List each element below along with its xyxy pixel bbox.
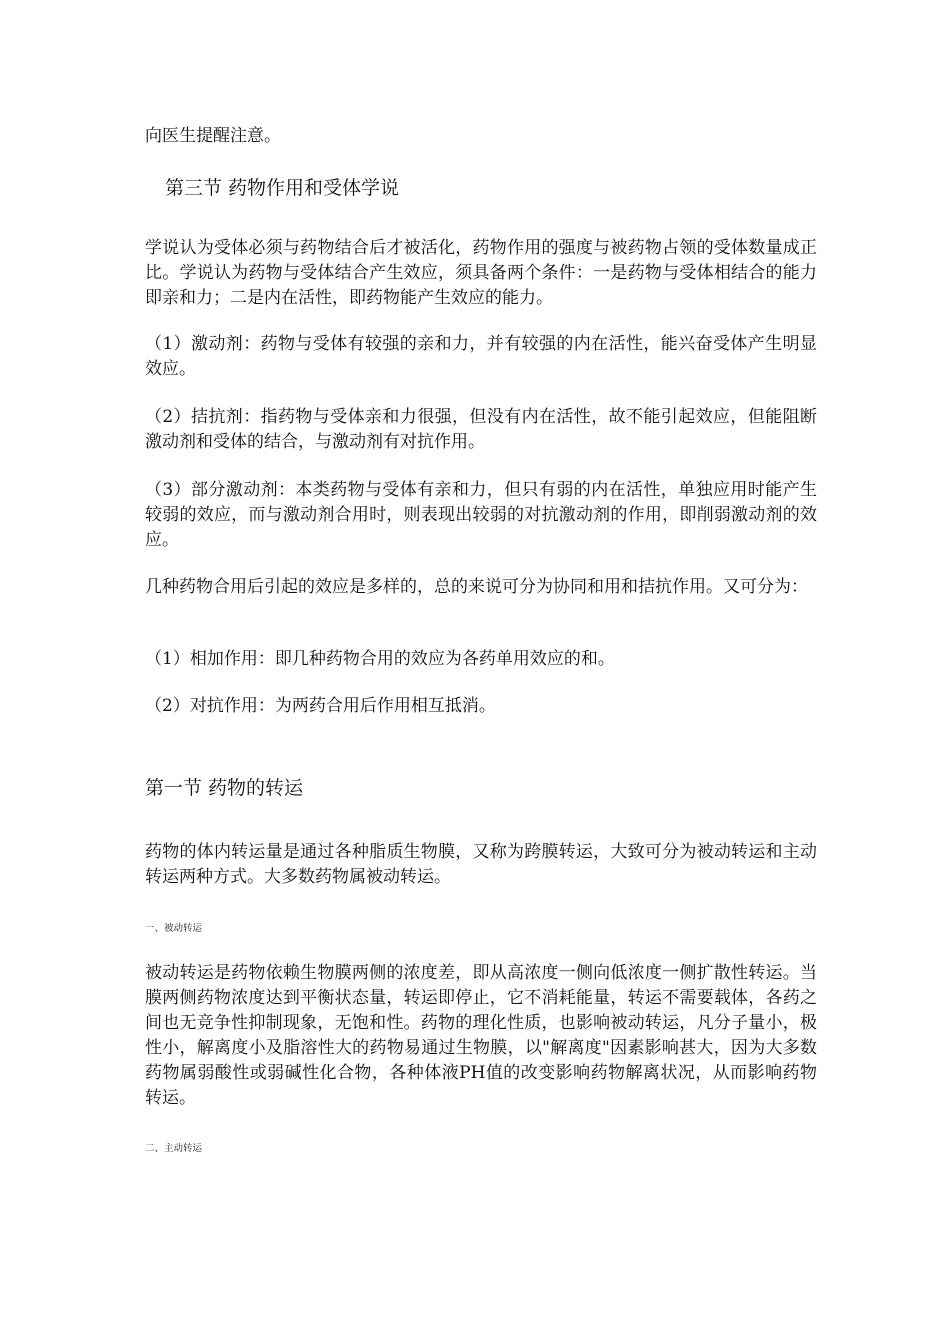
receptor-theory-paragraph: 学说认为受体必须与药物结合后才被活化，药物作用的强度与被药物占领的受体数量成正比。学说认为药物与受体结合产生效应，须具备两个条件：一是药物与受体相结合的能力即亲和力；二是内在活性，即药物能产生效应的能力。 — [145, 238, 817, 308]
section-3-title: 第三节 药物作用和受体学说 — [165, 177, 400, 199]
additive-effect-paragraph: （1）相加作用：即几种药物合用的效应为各药单用效应的和。 — [145, 649, 615, 669]
combination-intro-paragraph: 几种药物合用后引起的效应是多样的，总的来说可分为协同和用和拮抗作用。又可分为： — [145, 577, 808, 597]
antagonist-paragraph: （2）拮抗剂：指药物与受体亲和力很强，但没有内在活性，故不能引起效应，但能阻断激动剂和受体的结合，与激动剂有对抗作用。 — [145, 407, 817, 452]
passive-transport-heading: 一、被动转运 — [145, 923, 203, 934]
transport-intro-paragraph: 药物的体内转运量是通过各种脂质生物膜，又称为跨膜转运，大致可分为被动转运和主动转运两种方式。大多数药物属被动转运。 — [145, 842, 817, 887]
agonist-paragraph: （1）激动剂：药物与受体有较强的亲和力，并有较强的内在活性，能兴奋受体产生明显效应。 — [145, 334, 817, 379]
passive-transport-paragraph: 被动转运是药物依赖生物膜两侧的浓度差，即从高浓度一侧向低浓度一侧扩散性转运。当膜两侧药物浓度达到平衡状态量，转运即停止，它不消耗能量，转运不需要载体，各药之间也无竞争性抑制现象，无饱和性。药物的理化性质，也影响被动转运，凡分子量小，极性小，解离度小及脂溶性大的药物易通过生物膜，以"解离度"因素影响甚大，因为大多数药物属弱酸性或弱碱性化合物，各种体液PH值的改变影响药物解离状况，从而影响药物转运。 — [145, 963, 817, 1108]
antagonism-paragraph: （2）对抗作用：为两药合用后作用相互抵消。 — [145, 696, 496, 716]
opening-line: 向医生提醒注意。 — [145, 126, 281, 146]
partial-agonist-paragraph: （3）部分激动剂：本类药物与受体有亲和力，但只有弱的内在活性，单独应用时能产生较弱的效应，而与激动剂合用时，则表现出较弱的对抗激动剂的作用，即削弱激动剂的效应。 — [145, 480, 817, 550]
section-1-title: 第一节 药物的转运 — [145, 777, 304, 799]
active-transport-heading: 二、主动转运 — [145, 1143, 203, 1154]
